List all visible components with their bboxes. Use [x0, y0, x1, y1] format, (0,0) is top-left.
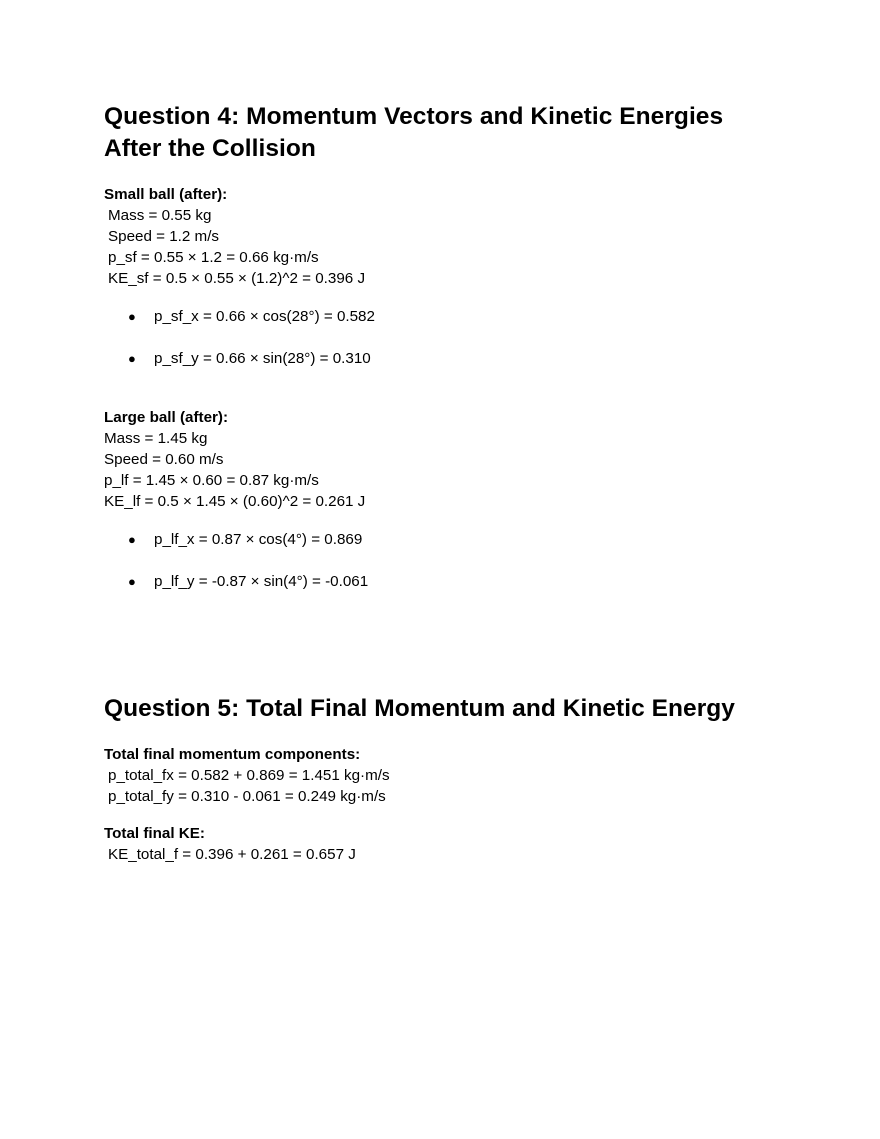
small-ball-components-list [128, 306, 375, 369]
large-ball-label: Large ball (after): [104, 409, 229, 426]
total-momentum-x: p_total_fx = 0.582 + 0.869 = 1.451 kg·m/s [108, 767, 390, 784]
small-ball-kinetic-energy: KE_sf = 0.5 × 0.55 × (1.2)^2 = 0.396 J [108, 270, 366, 287]
large-ball-py: p_lf_y = -0.87 × sin(4°) = -0.061 [154, 573, 369, 590]
small-ball-momentum: p_sf = 0.55 × 1.2 = 0.66 kg·m/s [108, 249, 319, 266]
large-ball-speed: Speed = 0.60 m/s [104, 451, 224, 468]
small-ball-px: p_sf_x = 0.66 × cos(28°) = 0.582 [154, 308, 375, 325]
question-5-heading: Question 5: Total Final Momentum and Kinetic Energy [104, 695, 735, 722]
bullet-icon: ● [128, 309, 136, 324]
list-item [128, 348, 371, 369]
total-ke-label: Total final KE: [104, 825, 205, 842]
large-ball-kinetic-energy: KE_lf = 0.5 × 1.45 × (0.60)^2 = 0.261 J [104, 493, 366, 510]
total-ke-value: KE_total_f = 0.396 + 0.261 = 0.657 J [108, 846, 356, 863]
total-ke-section [104, 823, 356, 865]
total-momentum-label: Total final momentum components: [104, 746, 361, 763]
bullet-icon: ● [128, 351, 136, 366]
bullet-icon: ● [128, 532, 136, 547]
total-momentum-section [104, 744, 390, 807]
small-ball-section [104, 184, 365, 289]
large-ball-px: p_lf_x = 0.87 × cos(4°) = 0.869 [154, 531, 363, 548]
bullet-icon: ● [128, 574, 136, 589]
large-ball-momentum: p_lf = 1.45 × 0.60 = 0.87 kg·m/s [104, 472, 319, 489]
large-ball-mass: Mass = 1.45 kg [104, 430, 208, 447]
small-ball-py: p_sf_y = 0.66 × sin(28°) = 0.310 [154, 350, 371, 367]
large-ball-section [104, 407, 365, 512]
small-ball-speed: Speed = 1.2 m/s [108, 228, 220, 245]
list-item [128, 306, 375, 327]
list-item [128, 529, 363, 550]
small-ball-mass: Mass = 0.55 kg [108, 207, 212, 224]
small-ball-label: Small ball (after): [104, 186, 228, 203]
large-ball-components-list [128, 529, 369, 592]
list-item [128, 571, 369, 592]
question-4-heading: Question 4: Momentum Vectors and Kinetic Energies After the Collision [104, 103, 724, 162]
total-momentum-y: p_total_fy = 0.310 - 0.061 = 0.249 kg·m/s [108, 788, 386, 805]
